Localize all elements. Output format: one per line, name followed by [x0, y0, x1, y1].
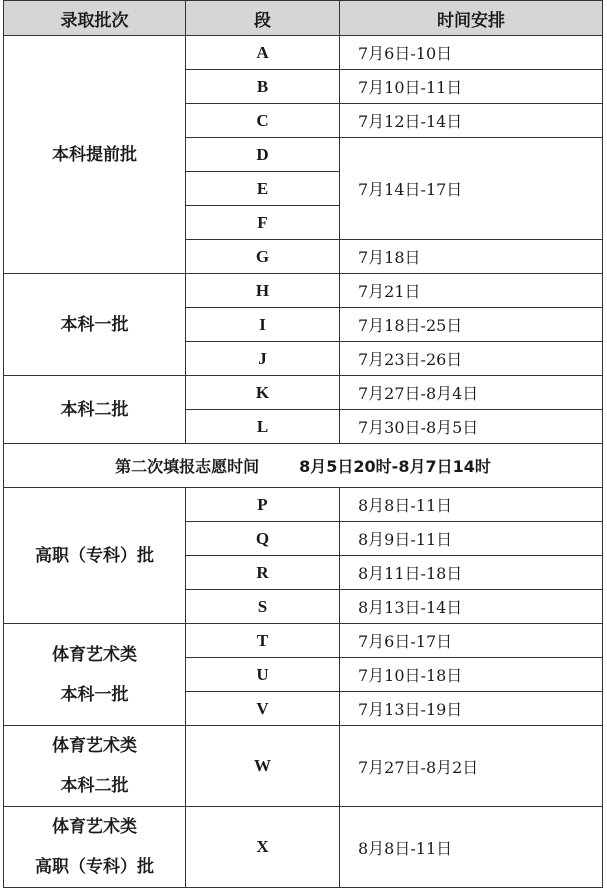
time-cell: 7月23日-26日	[340, 342, 603, 376]
time-cell: 7月10日-18日	[340, 658, 603, 692]
admission-schedule-table	[3, 0, 603, 888]
notice-row	[4, 444, 603, 488]
table-row	[4, 726, 603, 807]
header-batch: 录取批次	[4, 1, 186, 36]
table-row	[4, 488, 603, 522]
segment-cell: T	[186, 624, 340, 658]
segment-cell: G	[186, 240, 340, 274]
time-cell: 7月30日-8月5日	[340, 410, 603, 444]
time-cell: 7月27日-8月4日	[340, 376, 603, 410]
segment-cell: E	[186, 172, 340, 206]
table-row	[4, 624, 603, 658]
segment-cell: Q	[186, 522, 340, 556]
second-application-notice	[4, 444, 603, 488]
segment-cell: I	[186, 308, 340, 342]
time-cell: 7月6日-10日	[340, 36, 603, 70]
batch-label-line: 体育艺术类	[52, 736, 137, 756]
segment-cell: P	[186, 488, 340, 522]
time-cell: 8月8日-11日	[340, 488, 603, 522]
segment-cell: D	[186, 138, 340, 172]
table-row	[4, 376, 603, 410]
header-segment: 段	[186, 1, 340, 36]
time-cell: 8月13日-14日	[340, 590, 603, 624]
time-cell: 8月8日-11日	[340, 807, 603, 888]
batch-label: 高职（专科）批	[35, 545, 154, 566]
batch-label: 本科二批	[60, 399, 129, 420]
segment-cell: H	[186, 274, 340, 308]
segment-cell: W	[186, 726, 340, 807]
segment-cell: R	[186, 556, 340, 590]
time-cell: 7月10日-11日	[340, 70, 603, 104]
time-cell: 7月13日-19日	[340, 692, 603, 726]
batch-cell	[4, 807, 186, 888]
segment-cell: A	[186, 36, 340, 70]
time-cell: 8月11日-18日	[340, 556, 603, 590]
time-cell: 7月6日-17日	[340, 624, 603, 658]
time-cell: 7月18日-25日	[340, 308, 603, 342]
header-time: 时间安排	[340, 1, 603, 36]
batch-cell	[4, 274, 186, 376]
segment-cell: X	[186, 807, 340, 888]
time-cell: 8月9日-11日	[340, 522, 603, 556]
segment-cell: F	[186, 206, 340, 240]
batch-cell	[4, 726, 186, 807]
segment-cell: B	[186, 70, 340, 104]
batch-label-line: 体育艺术类	[52, 644, 137, 665]
time-cell: 7月12日-14日	[340, 104, 603, 138]
segment-cell: K	[186, 376, 340, 410]
batch-cell	[4, 488, 186, 624]
batch-label-line: 高职（专科）批	[35, 857, 154, 877]
table-row	[4, 36, 603, 70]
segment-cell: J	[186, 342, 340, 376]
segment-cell: C	[186, 104, 340, 138]
batch-label-line: 体育艺术类	[52, 817, 137, 837]
batch-cell	[4, 376, 186, 444]
batch-label-line: 本科一批	[60, 684, 129, 705]
time-cell: 7月21日	[340, 274, 603, 308]
notice-label: 第二次填报志愿时间	[115, 457, 260, 476]
batch-label-line: 本科二批	[60, 776, 129, 796]
batch-cell	[4, 36, 186, 274]
table-row	[4, 807, 603, 888]
table-row	[4, 274, 603, 308]
time-cell: 7月27日-8月2日	[340, 726, 603, 807]
time-cell: 7月14日-17日	[340, 138, 603, 240]
segment-cell: L	[186, 410, 340, 444]
batch-label: 本科提前批	[52, 144, 137, 165]
segment-cell: S	[186, 590, 340, 624]
segment-cell: V	[186, 692, 340, 726]
segment-cell: U	[186, 658, 340, 692]
batch-label: 本科一批	[60, 314, 129, 335]
table-header-row	[4, 1, 603, 36]
time-cell: 7月18日	[340, 240, 603, 274]
notice-time: 8月5日20时-8月7日14时	[299, 457, 491, 476]
batch-cell	[4, 624, 186, 726]
